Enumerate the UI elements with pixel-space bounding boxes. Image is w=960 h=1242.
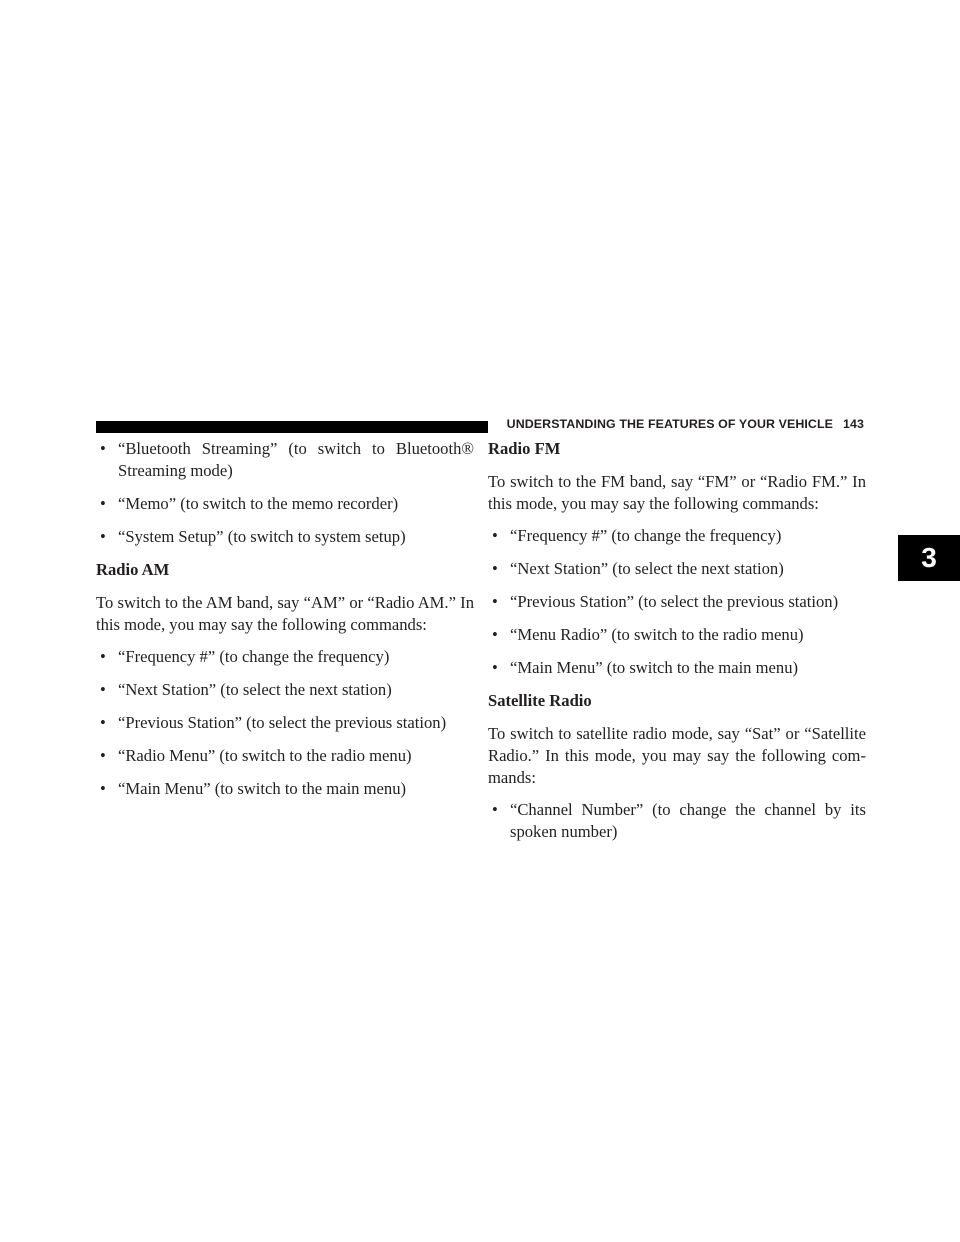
list-item: • “Previous Station” (to select the previous station) — [492, 592, 839, 611]
list-item: • “Frequency #” (to change the frequency) — [100, 647, 390, 666]
list-item: • “Main Menu” (to switch to the main menu) — [100, 779, 407, 798]
bullet-icon: • — [100, 746, 106, 765]
header-rule — [96, 421, 488, 433]
bullet-icon: • — [100, 494, 106, 513]
bullet-icon: • — [100, 647, 106, 666]
list-item: • “Frequency #” (to change the frequency) — [492, 526, 782, 545]
section-intro-satellite-radio: To switch to satellite radio mode, say “Sat” or “Satellite Radio.” In this mode, you may say the following com- mands: — [488, 724, 866, 787]
bullet-icon: • — [100, 779, 106, 798]
bullet-icon: • — [100, 680, 106, 699]
page-number: 143 — [843, 417, 864, 431]
chapter-tab: 3 — [898, 535, 960, 581]
running-header — [507, 417, 864, 431]
bullet-icon: • — [492, 800, 498, 819]
list-item: • “Channel Number” (to change the channel by its spoken number) — [492, 800, 866, 841]
chapter-title: UNDERSTANDING THE FEATURES OF YOUR VEHICLE — [506, 417, 834, 431]
list-item: • “System Setup” (to switch to system setup) — [100, 527, 406, 546]
bullet-icon: • — [100, 527, 106, 546]
bullet-icon: • — [492, 526, 498, 545]
list-item: • “Bluetooth Streaming” (to switch to Bluetooth® Streaming mode) — [100, 439, 474, 480]
list-item: • “Menu Radio” (to switch to the radio menu) — [492, 625, 804, 644]
bullet-icon: • — [100, 439, 106, 458]
bullet-icon: • — [492, 658, 498, 677]
section-heading-radio-fm: Radio FM — [488, 439, 561, 458]
bullet-icon: • — [100, 713, 106, 732]
list-item: • “Radio Menu” (to switch to the radio menu) — [100, 746, 412, 765]
section-intro-radio-fm: To switch to the FM band, say “FM” or “Radio FM.” In this mode, you may say the following commands: — [488, 472, 866, 513]
left-column — [96, 438, 474, 811]
bullet-icon: • — [492, 625, 498, 644]
list-item: • “Next Station” (to select the next station) — [492, 559, 784, 578]
list-item: • “Memo” (to switch to the memo recorder) — [100, 494, 399, 513]
bullet-icon: • — [492, 592, 498, 611]
section-heading-satellite-radio: Satellite Radio — [488, 691, 592, 710]
list-item: • “Next Station” (to select the next station) — [100, 680, 392, 699]
section-heading-radio-am: Radio AM — [96, 560, 170, 579]
list-item: • “Main Menu” (to switch to the main menu) — [492, 658, 799, 677]
section-intro-radio-am: To switch to the AM band, say “AM” or “Radio AM.” In this mode, you may say the following commands: — [96, 593, 474, 634]
right-column — [488, 438, 866, 854]
bullet-icon: • — [492, 559, 498, 578]
list-item: • “Previous Station” (to select the previous station) — [100, 713, 447, 732]
